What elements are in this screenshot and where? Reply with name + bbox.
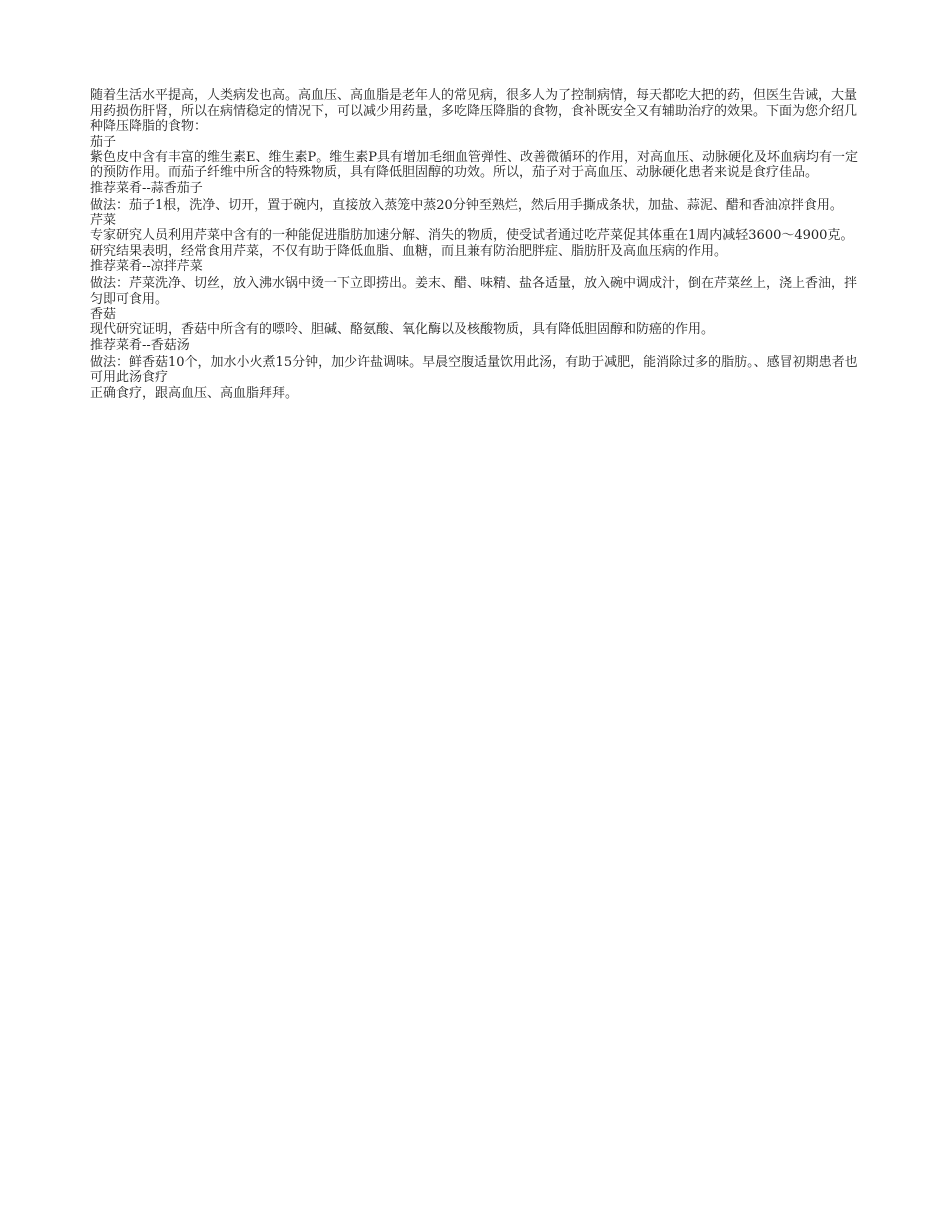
recommended-dish-mushroom: 推荐菜肴--香菇汤	[90, 337, 190, 353]
section-title-eggplant: 茄子	[90, 134, 117, 150]
document-body	[90, 88, 862, 401]
recommended-dish-celery: 推荐菜肴--凉拌芹菜	[90, 259, 203, 274]
recipe-method-celery: 做法：芹菜洗净、切丝，放入沸水锅中烫一下立即捞出。姜末、醋、味精、盐各适量，放入碗中调成汁，倒在芹菜丝上，浇上香油，拌匀即可食用。	[90, 276, 858, 307]
section-text-celery: 专家研究人员利用芹菜中含有的一种能促进脂肪加速分解、消失的物质，使受试者通过吃芹菜促其体重在1周内减轻3600～4900克。研究结果表明，经常食用芹菜，不仅有助于降低血脂、血糖，而且兼有防治肥胖症、脂肪肝及高血压病的作用。	[90, 228, 854, 259]
section-title-celery: 芹菜	[90, 213, 117, 228]
recipe-method-eggplant: 做法：茄子1根，洗净、切开，置于碗内，直接放入蒸笼中蒸20分钟至熟烂，然后用手撕成条状，加盐、蒜泥、醋和香油凉拌食用。	[90, 197, 843, 213]
recommended-dish-eggplant: 推荐菜肴--蒜香茄子	[90, 180, 203, 196]
closing-line: 正确食疗，跟高血压、高血脂拜拜。	[90, 385, 299, 401]
section-text-eggplant: 紫色皮中含有丰富的维生素E、维生素P。维生素P具有增加毛细血管弹性、改善微循环的作用，对高血压、动脉硬化及坏血病均有一定的预防作用。而茄子纤维中所含的特殊物质，具有降低胆固醇的功效。所以，茄子对于高血压、动脉硬化患者来说是食疗佳品。	[90, 149, 858, 180]
section-text-mushroom: 现代研究证明，香菇中所含有的嘌呤、胆碱、酪氨酸、氧化酶以及核酸物质，具有降低胆固醇和防癌的作用。	[90, 322, 715, 337]
recipe-method-mushroom: 做法：鲜香菇10个，加水小火煮15分钟，加少许盐调味。早晨空腹适量饮用此汤，有助于减肥，能消除过多的脂肪。、感冒初期患者也可用此汤食疗	[90, 354, 858, 385]
section-title-mushroom: 香菇	[90, 307, 117, 322]
intro-paragraph: 随着生活水平提高，人类病发也高。高血压、高血脂是老年人的常见病，很多人为了控制病情，每天都吃大把的药，但医生告诫，大量用药损伤肝肾，所以在病情稳定的情况下，可以减少用药量，多吃降压降脂的食物，食补既安全又有辅助治疗的效果。下面为您介绍几种降压降脂的食物：	[90, 88, 858, 134]
